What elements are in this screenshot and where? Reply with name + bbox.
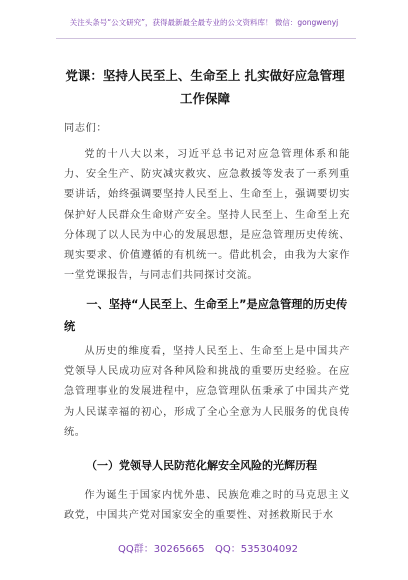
intro-paragraph: 党的十八大以来，习近平总书记对应急管理体系和能力、安全生产、防灾减灾救灾、应急救援等发表了一系列重要讲话，始终强调要坚持人民至上、生命至上，强调要切实保护好人民群众生命财产安全。坚持人民至上、生命至上充分体现了以人民为中心的发展思想，是应急管理历史传统、现实要求、价值遵循的有机统一。借此机会，由我为大家作一堂党课报告，与同志们共同探讨交流。 [64,149,350,282]
footer-qq: QQ：535304092 [215,544,299,555]
header-note: 关注头条号“公文研究”，获得最新最全最专业的公文资料库！ 微信：gongwenyj [69,18,339,27]
header-divider [56,38,356,39]
section-heading-1: 一、坚持“人民至上、生命至上”是应急管理的历史传统 [64,298,348,333]
footer-qq-group: QQ群：30265665 [118,544,205,555]
subsection-1-paragraph: 作为诞生于国家内忧外患、民族危难之时的马克思主义政党，中国共产党对国家安全的重要性、对拯救斯民于水 [64,490,350,522]
section-1-paragraph: 从历史的维度看，坚持人民至上、生命至上是中国共产党领导人民成功应对各种风险和挑战的重要历史经验。在应急管理事业的发展进程中，应急管理队伍秉承了中国共产党为人民谋幸福的初心，形成了全心全意为人民服务的优良传统。 [64,346,350,438]
salutation: 同志们： [64,123,108,134]
document-title: 党课：坚持人民至上、生命至上 扎实做好应急管理工作保障 [65,68,345,106]
subsection-heading-1: （一）党领导人民防范化解安全风险的光辉历程 [86,459,317,472]
